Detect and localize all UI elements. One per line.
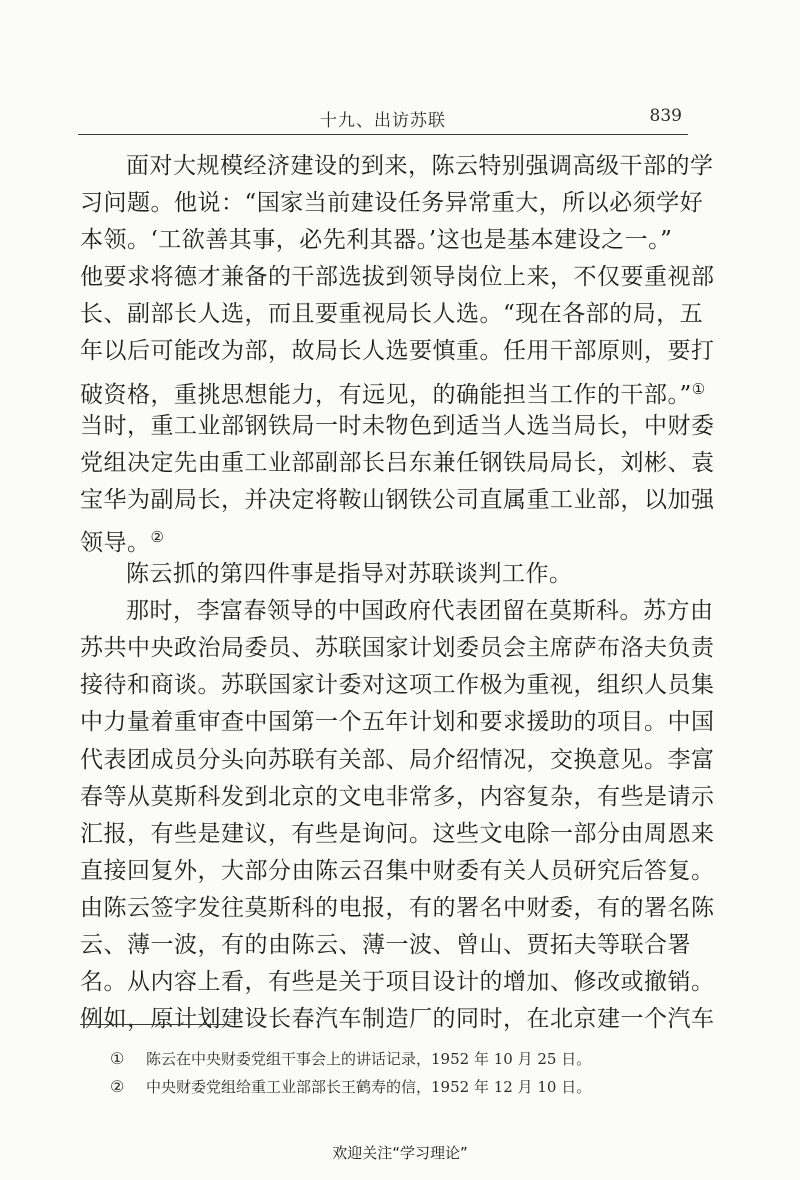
text-line: 宝华为副局长，并决定将鞍山钢铁公司直属重工业部，以加强 [80,486,715,513]
body-text [80,148,715,1038]
footnote-mark: ② [110,1077,125,1096]
text-line: 春等从莫斯科发到北京的文电非常多，内容复杂，有些是请示 [80,783,715,810]
footnote-text: 陈云在中央财委党组干事会上的讲话记录，1952 年 10 月 25 日。 [146,1050,592,1068]
text-line: 接待和商谈。苏联国家计委对这项工作极为重视，组织人员集 [80,672,715,699]
footnote-ref-2[interactable]: ② [150,527,165,546]
footnote-1 [110,1045,710,1073]
text-line-content: 领导。 [80,529,151,556]
text-line: 代表团成员分头向苏联有关部、局介绍情况，交换意见。李富 [80,746,715,773]
text-line: 直接回复外，大部分由陈云召集中财委有关人员研究后答复。 [80,857,715,884]
text-line: 习问题。他说：“国家当前建设任务异常重大，所以必须学好 [80,190,704,217]
text-line: 那时，李富春领导的中国政府代表团留在莫斯科。苏方由 [126,598,714,625]
footnote-text: 中央财委党组给重工业部部长王鹤寿的信，1952 年 12 月 10 日。 [146,1078,592,1096]
text-line: 本领。‘工欲善其事，必先利其器。’这也是基本建设之一。” [80,227,673,254]
footnote-ref-1[interactable]: ① [691,379,706,398]
footnote-mark: ① [110,1049,125,1068]
text-line: 党组决定先由重工业部副部长吕东兼任钢铁局局长，刘彬、袁 [80,449,715,476]
text-line: 面对大规模经济建设的到来，陈云特别强调高级干部的学 [126,153,714,179]
text-line: 陈云抓的第四件事是指导对苏联谈判工作。 [126,561,573,588]
footnotes [110,1045,710,1101]
text-line: 名。从内容上看，有些是关于项目设计的增加、修改或撤销。 [80,969,715,996]
watermark-caption: 欢迎关注“学习理论” [332,1144,468,1162]
text-line: 苏共中央政治局委员、苏联国家计划委员会主席萨布洛夫负责 [80,635,715,662]
text-line: 云、薄一波，有的由陈云、薄一波、曾山、贾拓夫等联合署 [80,931,691,958]
text-line: 汇报，有些是建议，有些是询问。这些文电除一部分由周恩来 [80,820,715,847]
text-line: 他要求将德才兼备的干部选拔到领导岗位上来，不仅要重视部 [80,264,715,291]
chapter-title: 十九、出访苏联 [320,111,446,131]
footnote-2 [110,1073,710,1101]
running-header [78,104,688,135]
text-line: 当时，重工业部钢铁局一时未物色到适当人选当局长，中财委 [80,412,715,439]
page-number: 839 [649,106,682,126]
text-line: 由陈云签字发往莫斯科的电报，有的署名中财委，有的署名陈 [80,894,715,921]
text-line: 年以后可能改为部，故局长人选要慎重。任用干部原则，要打 [80,338,715,365]
text-line: 例如，原计划建设长春汽车制造厂的同时，在北京建一个汽车 [80,1006,715,1033]
text-line-content: 破资格，重挑思想能力，有远见，的确能担当工作的干部。” [80,381,692,408]
text-line [80,371,706,408]
footnote-divider [80,1024,230,1025]
text-line: 长、副部长人选，而且要重视局长人选。“现在各部的局，五 [80,301,704,328]
text-line: 中力量着重审查中国第一个五年计划和要求援助的项目。中国 [80,709,715,736]
text-line [80,519,700,556]
